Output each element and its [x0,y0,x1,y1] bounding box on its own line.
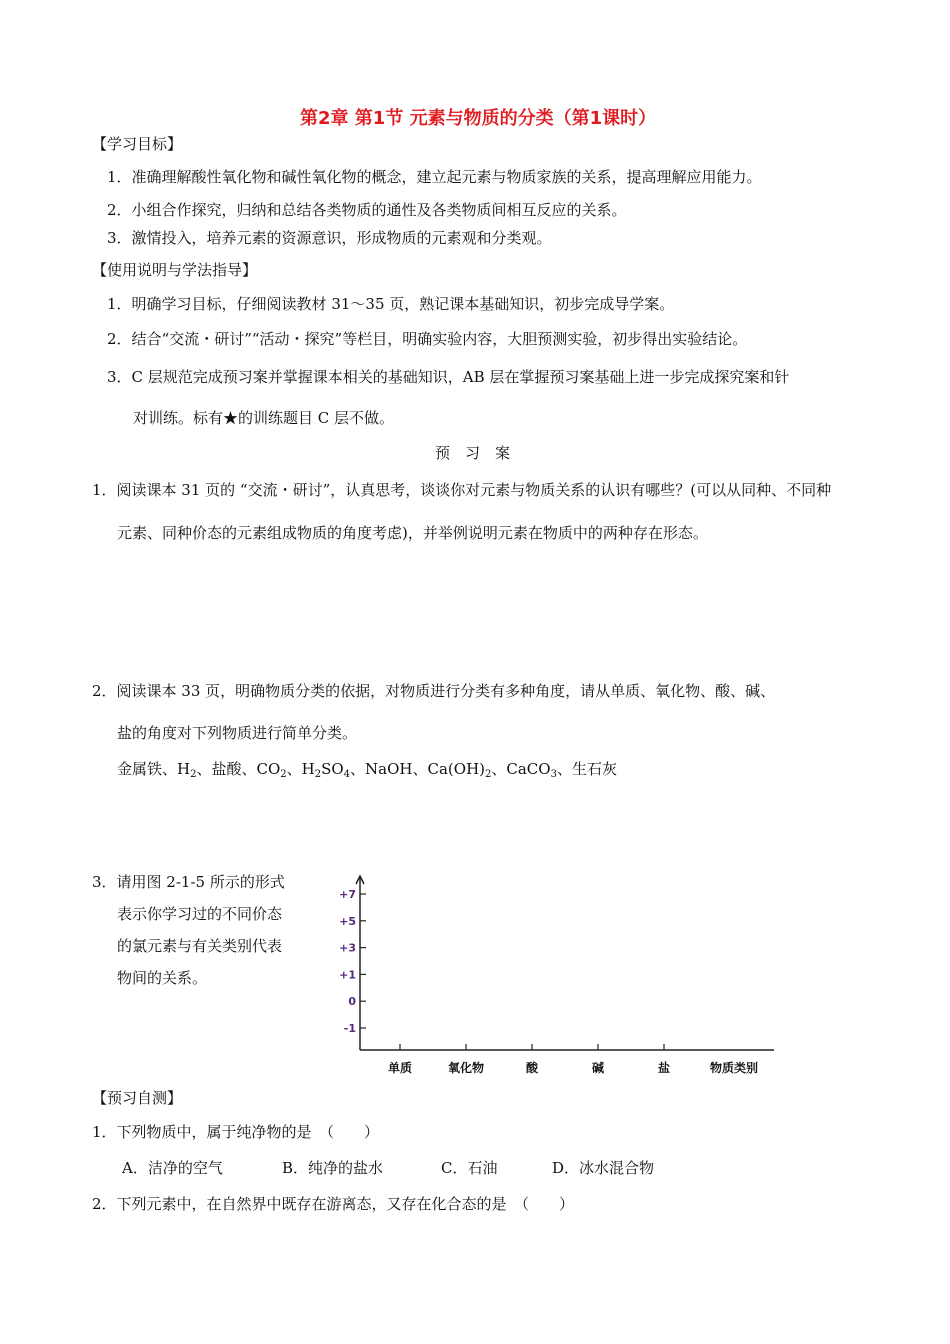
self-test-q1: 1．下列物质中，属于纯净物的是 （ ） [92,1123,380,1141]
y-tick-label: -1 [343,1022,356,1035]
preview-heading: 预 习 案 [435,444,511,462]
self-test-q1-option-a: A．洁净的空气 [122,1159,223,1177]
preview-q3-line2: 表示你学习过的不同价态 [117,905,283,923]
page-title: 第2章 第1节 元素与物质的分类（第1课时） [300,108,657,129]
self-test-q1-option-b: B．纯净的盐水 [282,1159,384,1177]
self-test-q1-option-c: C．石油 [441,1159,498,1177]
x-category-label: 酸 [525,1061,539,1075]
instruction-item-3: 3．C 层规范完成预习案并掌握课本相关的基础知识，AB 层在掌握预习案基础上进一步完成探究案和针 [107,368,790,386]
self-test-q2: 2．下列元素中，在自然界中既存在游离态，又存在化合态的是 （ ） [92,1195,575,1213]
self-test-q1-option-d: D．冰水混合物 [552,1159,655,1177]
preview-q1-line1: 1．阅读课本 31 页的 “交流・研讨”，认真思考，谈谈你对元素与物质关系的认识有哪些？(可以从同种、不同种 [92,481,832,499]
y-tick-label: +1 [339,968,356,982]
preview-q1-line2: 元素、同种价态的元素组成物质的角度考虑)，并举例说明元素在物质中的两种存在形态。 [117,524,708,542]
preview-q2-substances: 金属铁、$H_2$、盐酸、$CO_2$、$H_2SO_4$、NaOH、$Ca(OH)_2$、CaCO$_3$、生石灰 [117,760,617,780]
preview-q2-line1: 2．阅读课本 33 页，明确物质分类的依据，对物质进行分类有多种角度，请从单质、氧化物、酸、碱、 [92,682,776,700]
x-category-label: 氧化物 [447,1061,485,1075]
preview-q2-line2: 盐的角度对下列物质进行简单分类。 [117,724,358,742]
y-tick-label: +7 [339,888,356,901]
objective-item-1: 1．准确理解酸性氧化物和碱性氧化物的概念，建立起元素与物质家族的关系，提高理解应用能力。 [107,168,762,186]
y-tick-label: 0 [348,995,356,1009]
y-tick-label: +5 [339,914,356,928]
y-tick-label: +3 [339,941,356,955]
preview-q3-line1: 3．请用图 2-1-5 所示的形式 [92,873,285,891]
preview-q3-line4: 物间的关系。 [117,969,208,987]
valence-category-chart [330,868,790,1078]
instruction-item-1: 1．明确学习目标，仔细阅读教材 31～35 页，熟记课本基础知识，初步完成导学案。 [107,295,675,313]
instruction-item-2: 2．结合“交流・研讨”“活动・探究”等栏目，明确实验内容，大胆预测实验，初步得出实验结论。 [107,330,748,348]
self-test-heading: 【预习自测】 [92,1089,183,1107]
objectives-heading: 【学习目标】 [92,135,183,153]
objective-item-2: 2．小组合作探究，归纳和总结各类物质的通性及各类物质间相互反应的关系。 [107,201,627,219]
x-axis-title: 物质类别 [709,1061,759,1075]
x-category-label: 碱 [591,1061,605,1075]
preview-q3-line3: 的氯元素与有关类别代表 [117,937,283,955]
objective-item-3: 3．激情投入，培养元素的资源意识，形成物质的元素观和分类观。 [107,229,552,247]
x-category-label: 单质 [387,1061,413,1075]
instructions-heading: 【使用说明与学法指导】 [92,261,258,279]
x-category-label: 盐 [657,1061,671,1075]
instruction-item-3-continuation: 对训练。标有★的训练题目 C 层不做。 [133,409,395,427]
